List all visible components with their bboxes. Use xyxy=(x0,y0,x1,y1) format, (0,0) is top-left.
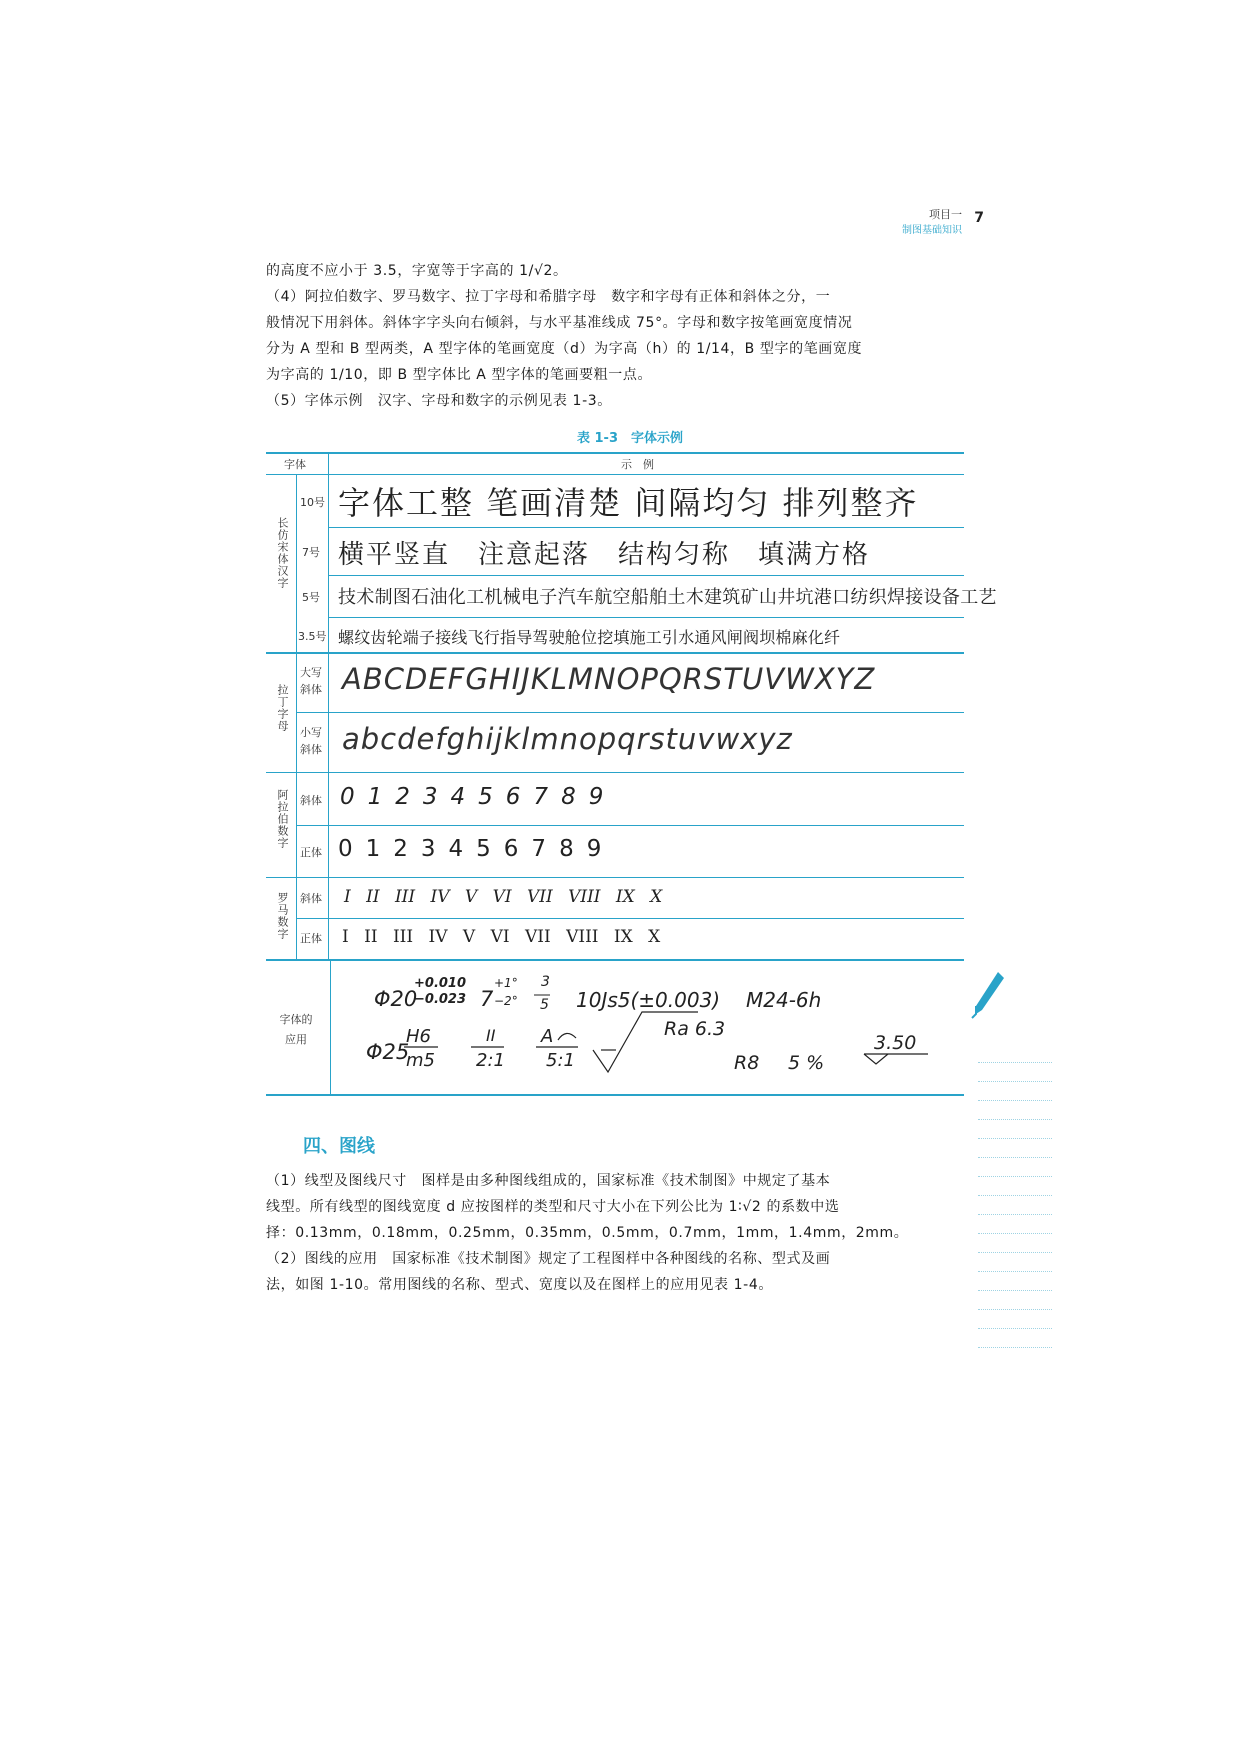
app-a-label: A xyxy=(541,1026,554,1047)
style-label: 小写斜体 xyxy=(300,726,322,756)
app-roman-num: II xyxy=(486,1026,496,1045)
page-header xyxy=(880,206,990,242)
app-tol-lower: −0.023 xyxy=(414,992,467,1007)
application-drawing-marks xyxy=(266,960,964,1094)
sample-size-3-5: 螺纹齿轮端子接线飞行指导驾驶舱位挖填施工引水通风闸阀坝棉麻化纤 xyxy=(338,628,841,647)
app-js: 10Js5(±0.003) xyxy=(576,988,721,1012)
paragraph-line: 的高度不应小于 3.5，字宽等于字高的 1/√2。 xyxy=(266,263,568,279)
table-rule xyxy=(296,474,297,960)
group-application: 字体的应用 xyxy=(279,1013,313,1046)
paragraph-line: 般情况下用斜体。斜体字字头向右倾斜，与水平基准线成 75°。字母和数字按笔画宽度情况 xyxy=(266,315,853,331)
table-rule xyxy=(266,452,964,454)
slope-symbol xyxy=(864,1054,888,1064)
app-seven-sup: +1° xyxy=(494,976,518,990)
table-rule xyxy=(328,527,964,528)
table-rule xyxy=(266,1094,964,1096)
paragraph-line: 法，如图 1-10。常用图线的名称、型式、宽度以及在图样上的应用见表 1-4。 xyxy=(266,1277,773,1293)
style-label: 斜体 xyxy=(300,892,322,905)
style-label: 大写斜体 xyxy=(300,666,322,696)
sample-arabic-italic: 0123456789 xyxy=(340,784,617,810)
app-ratio2: 5:1 xyxy=(546,1050,575,1071)
page-number: 7 xyxy=(974,210,984,226)
app-phi25: Φ25 xyxy=(366,1040,410,1064)
paragraph-line: 择：0.13mm，0.18mm，0.25mm，0.35mm，0.5mm，0.7mm，1mm，1.4mm，2mm。 xyxy=(266,1225,909,1241)
paragraph-line: （4）阿拉伯数字、罗马数字、拉丁字母和希腊字母 数字和字母有正体和斜体之分，一 xyxy=(266,289,831,305)
app-seven-sub: −2° xyxy=(494,994,518,1008)
paragraph-line: 线型。所有线型的图线宽度 d 应按图样的类型和尺寸大小在下列公比为 1∶√2 的系数中选 xyxy=(266,1199,840,1215)
group-latin: 拉丁字母 xyxy=(276,684,289,732)
arc-mark xyxy=(558,1033,576,1040)
sample-roman-italic: I II III IV V VI VII VIII IX X xyxy=(344,887,663,907)
sample-arabic-upright: 0123456789 xyxy=(338,836,615,862)
table-rule xyxy=(296,712,964,713)
size-label: 3.5号 xyxy=(298,630,327,643)
app-ra: Ra 6.3 xyxy=(664,1018,726,1040)
sample-latin-upper: ABCDEFGHIJKLMNOPQRSTUVWXYZ xyxy=(342,662,876,696)
sample-size-10: 字体工整 笔画清楚 间隔均匀 排列整齐 xyxy=(338,484,919,522)
size-label: 5号 xyxy=(302,591,320,604)
paragraph-line: （2）图线的应用 国家标准《技术制图》规定了工程图样中各种图线的名称、型式及画 xyxy=(266,1251,831,1267)
sample-size-5: 技术制图石油化工机械电子汽车航空船舶土木建筑矿山井坑港口纺织焊接设备工艺 xyxy=(338,587,997,608)
table-rule xyxy=(296,918,964,919)
app-frac-num: 3 xyxy=(541,974,550,990)
sample-latin-lower: abcdefghijklmnopqrstuvwxyz xyxy=(342,722,793,756)
table-caption: 表 1-3 字体示例 xyxy=(576,431,683,446)
app-m24: M24-6h xyxy=(746,988,822,1012)
group-hanzi: 长仿宋体汉字 xyxy=(276,517,289,589)
app-seven: 7 xyxy=(480,987,494,1011)
app-pct: 5 % xyxy=(788,1052,825,1074)
app-ratio1: 2:1 xyxy=(476,1050,505,1071)
group-arabic: 阿拉伯数字 xyxy=(276,789,289,849)
table-rule xyxy=(266,772,964,773)
chapter-subtitle: 制图基础知识 xyxy=(902,225,962,236)
group-roman: 罗马数字 xyxy=(276,892,289,940)
style-label: 正体 xyxy=(300,846,322,859)
app-fit-den: m5 xyxy=(406,1050,435,1071)
app-phi20: Φ20 xyxy=(374,987,418,1011)
app-slope: 3.50 xyxy=(874,1032,917,1054)
table-rule xyxy=(328,575,964,576)
app-r8: R8 xyxy=(734,1052,760,1074)
size-label: 7号 xyxy=(302,546,320,559)
table-rule xyxy=(266,877,964,878)
table-rule xyxy=(328,452,329,960)
style-label: 正体 xyxy=(300,932,322,945)
table-rule xyxy=(328,617,964,618)
section-title: 四、图线 xyxy=(303,1136,375,1157)
pen-icon xyxy=(970,970,1006,1020)
app-frac-den: 5 xyxy=(540,997,549,1013)
table-rule xyxy=(266,474,964,475)
app-tol-upper: +0.010 xyxy=(414,976,467,991)
paragraph-line: 分为 A 型和 B 型两类，A 型字体的笔画宽度（d）为字高（h）的 1/14，B 型字的笔画宽度 xyxy=(266,341,863,357)
table-rule xyxy=(296,825,964,826)
sample-size-7: 横平竖直 注意起落 结构匀称 填满方格 xyxy=(338,540,871,570)
project-label: 项目一 xyxy=(929,208,962,221)
roughness-symbol xyxy=(593,1012,698,1072)
col-header-font: 字体 xyxy=(284,458,306,471)
paragraph-line: 为字高的 1/10，即 B 型字体比 A 型字体的笔画要粗一点。 xyxy=(266,367,653,383)
sample-roman-upright: I II III IV V VI VII VIII IX X xyxy=(342,927,661,947)
paragraph-line: （5）字体示例 汉字、字母和数字的示例见表 1-3。 xyxy=(266,393,612,409)
table-rule xyxy=(266,652,964,654)
col-header-example: 示 例 xyxy=(621,458,654,471)
style-label: 斜体 xyxy=(300,794,322,807)
size-label: 10号 xyxy=(300,496,325,509)
note-margin-lines xyxy=(978,1044,1052,1348)
font-sample-table xyxy=(266,452,997,1096)
app-fit-num: H6 xyxy=(406,1026,431,1047)
paragraph-line: （1）线型及图线尺寸 图样是由多种图线组成的，国家标准《技术制图》中规定了基本 xyxy=(266,1173,831,1189)
